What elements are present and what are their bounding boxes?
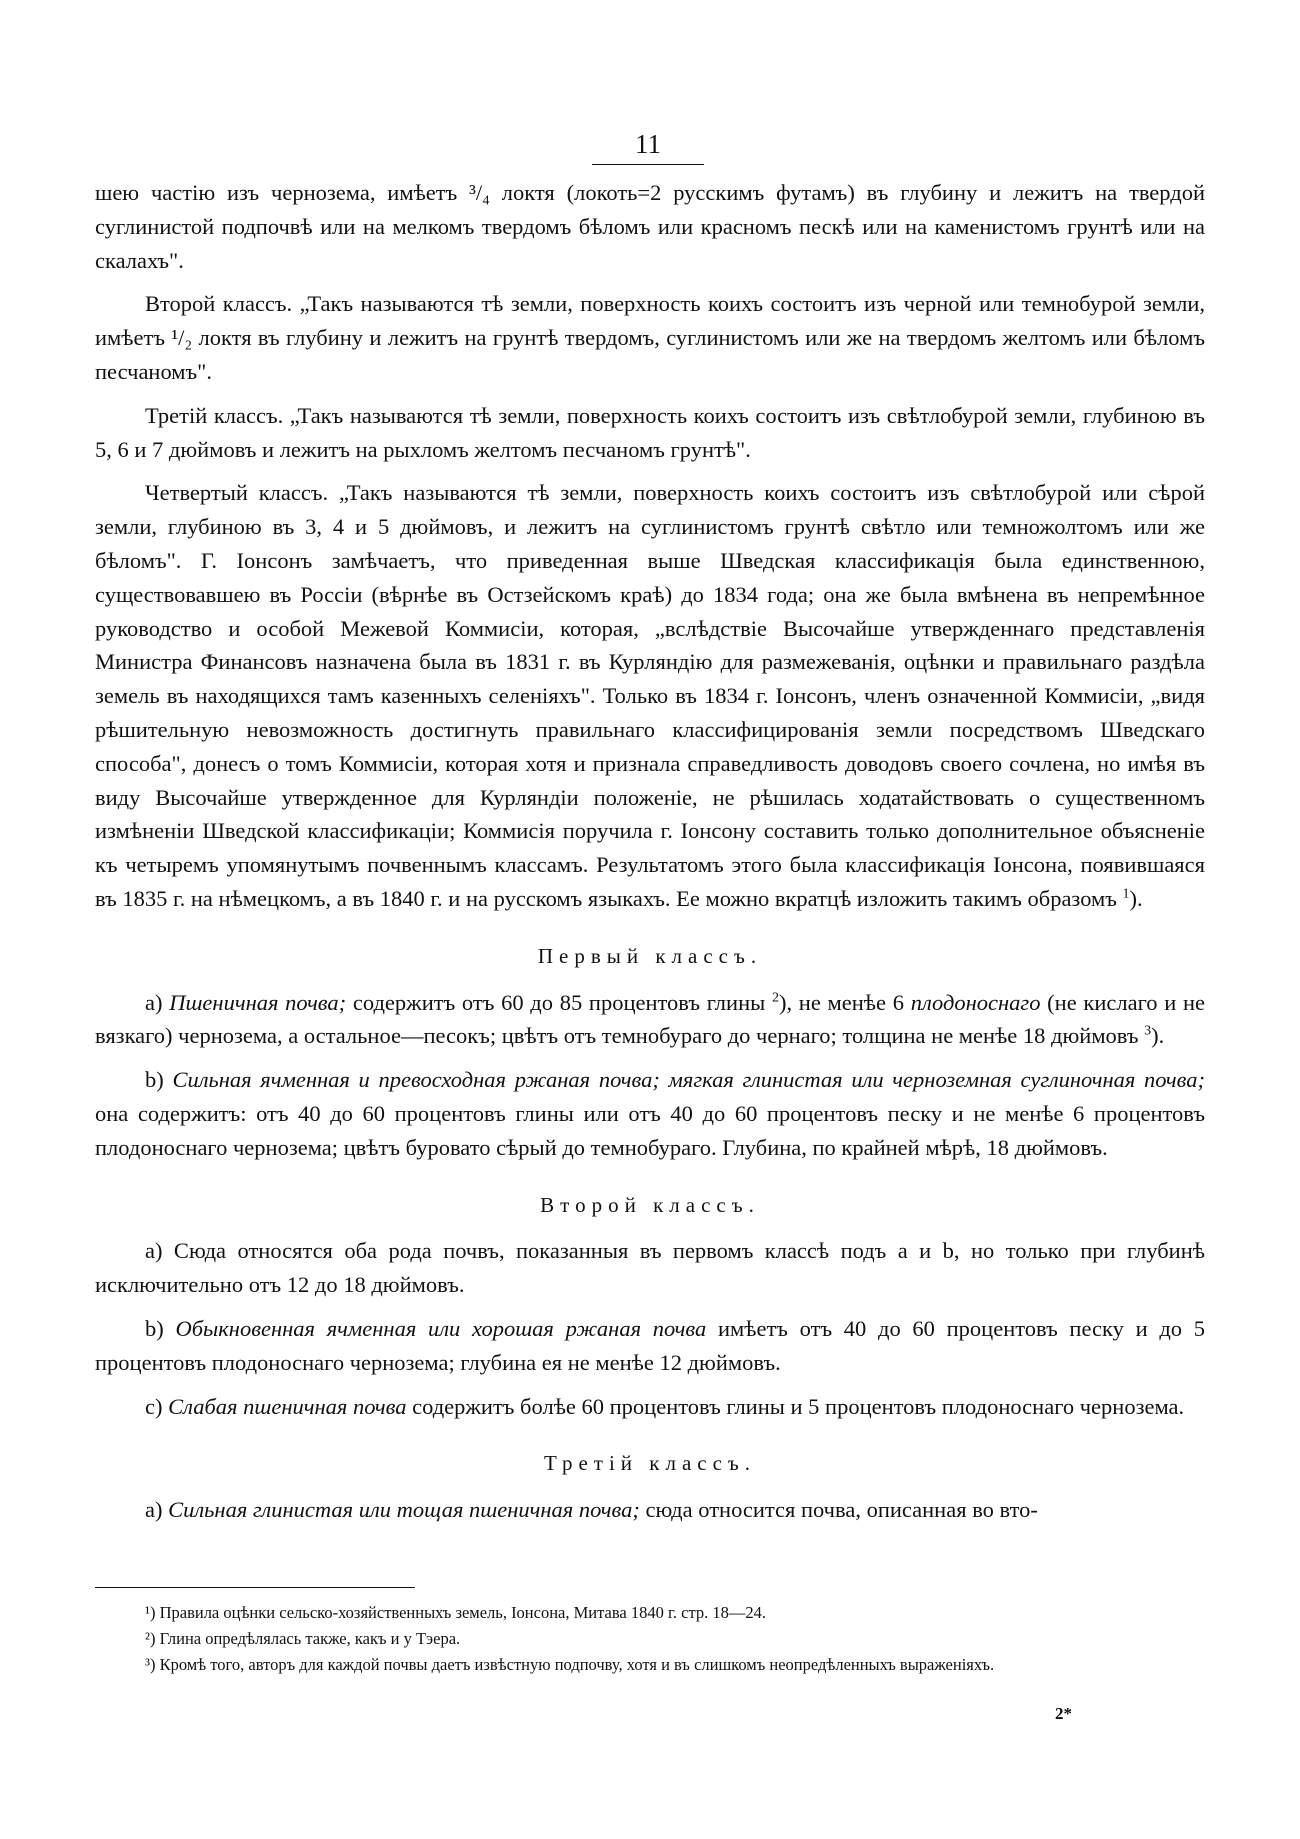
heading-class-1: Первый классъ.	[537, 943, 763, 968]
page-number: 11	[592, 128, 704, 165]
footnote-mark: ³)	[145, 1655, 156, 1674]
footnote-mark: ²)	[145, 1629, 156, 1648]
item-italic: Обыкновенная ячменная или хорошая ржаная почва	[175, 1315, 707, 1341]
item-italic: Сильная глинистая или тощая пшеничная почва;	[168, 1497, 640, 1523]
item-marker: b)	[145, 1067, 164, 1093]
footnote-2	[95, 1626, 1205, 1652]
item-italic: Пшеничная почва;	[169, 989, 347, 1015]
item-text: сюда относится почва, описанная во вто-	[639, 1497, 1038, 1523]
item-italic: плодоноснаго	[910, 989, 1041, 1015]
paragraph-third-class: Третій классъ. „Такъ называются тѣ земли, поверхность коихъ состоитъ изъ свѣтлобурой земли, глубиною въ 5, 6 и 7 дюймовъ и лежитъ на рыхломъ желтомъ песчаномъ грунтѣ".	[95, 402, 1205, 462]
item-text: содержитъ отъ 60 до 85 процентовъ глины	[346, 989, 772, 1015]
footnote-ref: 1	[1122, 886, 1130, 902]
paragraph-fourth-class	[95, 476, 1205, 915]
item-italic: Сильная ячменная и превосходная ржаная почва; мягкая глинистая или черноземная суглиночная почва;	[172, 1067, 1205, 1093]
paragraph-second-class: Второй классъ. „Такъ называются тѣ земли, поверхность коихъ состоитъ изъ черной или темнобурой земли, имѣетъ ¹/₂ локтя въ глубину и лежитъ на грунтѣ твердомъ, суглинистомъ или же на твердомъ желтомъ или бѣломъ песчаномъ".	[95, 291, 1205, 384]
item-italic: Слабая пшеничная почва	[168, 1393, 407, 1419]
class2-item-a	[95, 1234, 1205, 1302]
class2-item-b	[95, 1312, 1205, 1380]
main-text	[95, 176, 1205, 1537]
class2-item-c	[95, 1390, 1205, 1424]
item-text: (не кислаго и не вязкаго) чернозема, а остальное—песокъ; цвѣтъ отъ темнобураго до чернаго; толщина не менѣе 18 дюймовъ	[95, 989, 1205, 1049]
signature-mark: 2*	[1055, 1704, 1072, 1723]
footnote-1	[95, 1600, 1205, 1626]
item-marker: b)	[145, 1315, 164, 1341]
footnote-text: Кромѣ того, авторъ для каждой почвы даетъ извѣстную подпочву, хотя и въ слишкомъ неопредѣленныхъ выраженіяхъ.	[155, 1655, 995, 1674]
class1-item-b	[95, 1063, 1205, 1164]
class3-item-a	[95, 1493, 1205, 1527]
paragraph-continuation: шею частію изъ чернозема, имѣетъ ³/₄ локтя (локоть=2 русскимъ футамъ) въ глубину и лежитъ на твердой суглинистой подпочвѣ или на мелкомъ твердомъ бѣломъ или красномъ пескѣ или на каменистомъ грунтѣ или на скалахъ".	[95, 180, 1205, 273]
item-text: содержитъ болѣе 60 процентовъ глины и 5 процентовъ плодоноснаго чернозема.	[406, 1393, 1185, 1419]
heading-class-3: Третій классъ.	[543, 1451, 757, 1476]
footnote-3	[95, 1652, 1205, 1678]
footnote-mark: ¹)	[145, 1603, 156, 1622]
paragraph-end: ).	[1129, 885, 1143, 911]
footnote-ref: 3	[1144, 1023, 1152, 1039]
item-text: имѣетъ отъ 40 до 60 процентовъ песку и до 5 процентовъ плодоноснаго чернозема; глубина ея не менѣе 12 дюймовъ.	[95, 1315, 1205, 1375]
item-marker: c)	[145, 1393, 163, 1419]
footnote-text: Правила оцѣнки сельско-хозяйственныхъ земель, Іонсона, Митава 1840 г. стр. 18—24.	[155, 1603, 767, 1622]
class1-item-a	[95, 986, 1205, 1054]
footnote-ref: 2	[771, 990, 779, 1006]
paragraph-fourth-class-text: Четвертый классъ. „Такъ называются тѣ земли, поверхность коихъ состоитъ изъ свѣтлобурой или сѣрой земли, глубиною въ 3, 4 и 5 дюймовъ, и лежитъ на суглинистомъ грунтѣ свѣтло или темножолтомъ или же бѣломъ". Г. Іонсонъ замѣчаетъ, что приведенная выше Шведская классификація была единственною, существовавшею въ Россіи (вѣрнѣе въ Остзейскомъ краѣ) до 1834 года; она же была вмѣнена въ непремѣнное руководство и особой Межевой Коммисіи, которая, „вслѣдствіе Высочайше утвержденнаго представленія Министра Финансовъ назначена была въ 1831 г. въ Курляндію для размежеванія, оцѣнки и правильнаго раздѣла земель въ находящихся тамъ казенныхъ селеніяхъ". Только въ 1834 г. Іонсонъ, членъ означенной Коммисіи, „видя рѣшительную невозможность достигнуть правильнаго классифицированія земли посредствомъ Шведскаго способа", донесъ о томъ Коммисіи, которая хотя и признала справедливость доводовъ своего сочлена, но имѣя въ виду Высочайше утвержденное для Курляндіи положеніе, не рѣшилась ходатайствовать о существенномъ измѣненіи Шведской классификаціи; Коммисія поручила г. Іонсону составить только дополнительное объясненіе къ четыремъ упомянутымъ почвеннымъ классамъ. Результатомъ этого была классификація Іонсона, появившаяся въ 1835 г. на нѣмецкомъ, а въ 1840 г. и на русскомъ языкахъ. Ее можно вкратцѣ изложить такимъ образомъ	[95, 480, 1205, 911]
footnote-divider	[95, 1587, 415, 1588]
item-marker: a)	[145, 1238, 163, 1264]
footnotes	[95, 1600, 1205, 1678]
heading-class-2: Второй классъ.	[540, 1192, 760, 1217]
item-text: ).	[1151, 1023, 1165, 1049]
item-text: Сюда относятся оба рода почвъ, показанныя въ первомъ классѣ подъ a и b, но только при глубинѣ исключительно отъ 12 до 18 дюймовъ.	[95, 1238, 1205, 1298]
item-text: ), не менѣе 6	[778, 989, 911, 1015]
item-marker: a)	[145, 1497, 163, 1523]
item-text: она содержитъ: отъ 40 до 60 процентовъ глины или отъ 40 до 60 процентовъ песку и не менѣе 6 процентовъ плодоноснаго чернозема; цвѣтъ буровато сѣрый до темнобураго. Глубина, по крайней мѣрѣ, 18 дюймовъ.	[95, 1100, 1205, 1160]
footnote-text: Глина опредѣлялась также, какъ и у Тэера.	[155, 1629, 461, 1648]
item-marker: a)	[145, 989, 163, 1015]
